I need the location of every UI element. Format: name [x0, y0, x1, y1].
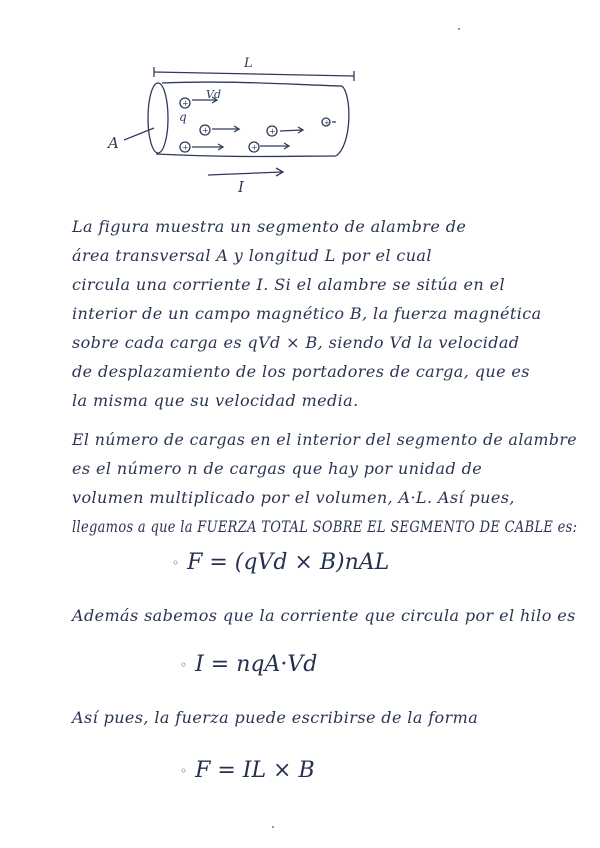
- text-line: área transversal A y longitud L por el cual: [72, 246, 432, 265]
- paragraph-intro: [72, 212, 572, 415]
- equation-current: [180, 652, 317, 677]
- equation-text: F = IL × B: [195, 758, 315, 783]
- charge-sign: +: [182, 99, 189, 108]
- paragraph-force-form: [72, 703, 572, 732]
- equation-total-force: [172, 550, 389, 575]
- area-label: A: [108, 134, 119, 152]
- bullet-icon: ◦: [180, 658, 188, 672]
- wire-outline: [162, 82, 342, 86]
- text-line: sobre cada carga es qVd × B, siendo Vd la velocidad: [72, 333, 520, 352]
- bullet-icon: ◦: [180, 764, 188, 778]
- charge-sign: +: [269, 127, 276, 136]
- charge-sign: +: [182, 143, 189, 152]
- text-line: Así pues, la fuerza puede escribirse de la forma: [72, 708, 479, 727]
- text-line: volumen multiplicado por el volumen, A·L. Así pues,: [72, 488, 515, 507]
- current-arrow: [208, 172, 282, 175]
- text-line: llegamos a que la FUERZA TOTAL SOBRE EL SEGMENTO DE CABLE es:: [72, 517, 578, 536]
- text-line: de desplazamiento de los portadores de carga, que es: [72, 362, 530, 381]
- charge-sign: +: [202, 126, 209, 135]
- pen-dot: [272, 826, 274, 828]
- bullet-icon: ◦: [172, 556, 180, 570]
- text-line: circula una corriente I. Si el alambre se sitúa en el: [72, 275, 505, 294]
- pen-dot: [458, 28, 460, 30]
- charge-sign: +: [324, 119, 330, 127]
- paragraph-current: [72, 601, 576, 630]
- equation-final-force: [180, 758, 315, 783]
- length-marker: [154, 72, 354, 76]
- text-line: es el número n de cargas que hay por unidad de: [72, 459, 483, 478]
- charge-label: q: [179, 110, 187, 124]
- charge-sign: +: [251, 143, 258, 152]
- length-label: L: [244, 56, 253, 71]
- equation-text: F = (qVd × B)nAL: [187, 550, 390, 575]
- cross-section-ellipse: [148, 83, 168, 153]
- velocity-label: Vd: [206, 88, 221, 101]
- text-line: El número de cargas en el interior del segmento de alambre: [72, 430, 577, 449]
- text-line: Además sabemos que la corriente que circula por el hilo es: [72, 606, 576, 625]
- text-line: interior de un campo magnético B, la fuerza magnética: [72, 304, 542, 323]
- current-label: I: [238, 178, 244, 196]
- text-line: la misma que su velocidad media.: [72, 391, 359, 410]
- text-line: La figura muestra un segmento de alambre de: [72, 217, 467, 236]
- paragraph-charge-count: [72, 425, 578, 541]
- equation-text: I = nqA·Vd: [195, 652, 318, 677]
- wire-segment-diagram: [96, 50, 376, 200]
